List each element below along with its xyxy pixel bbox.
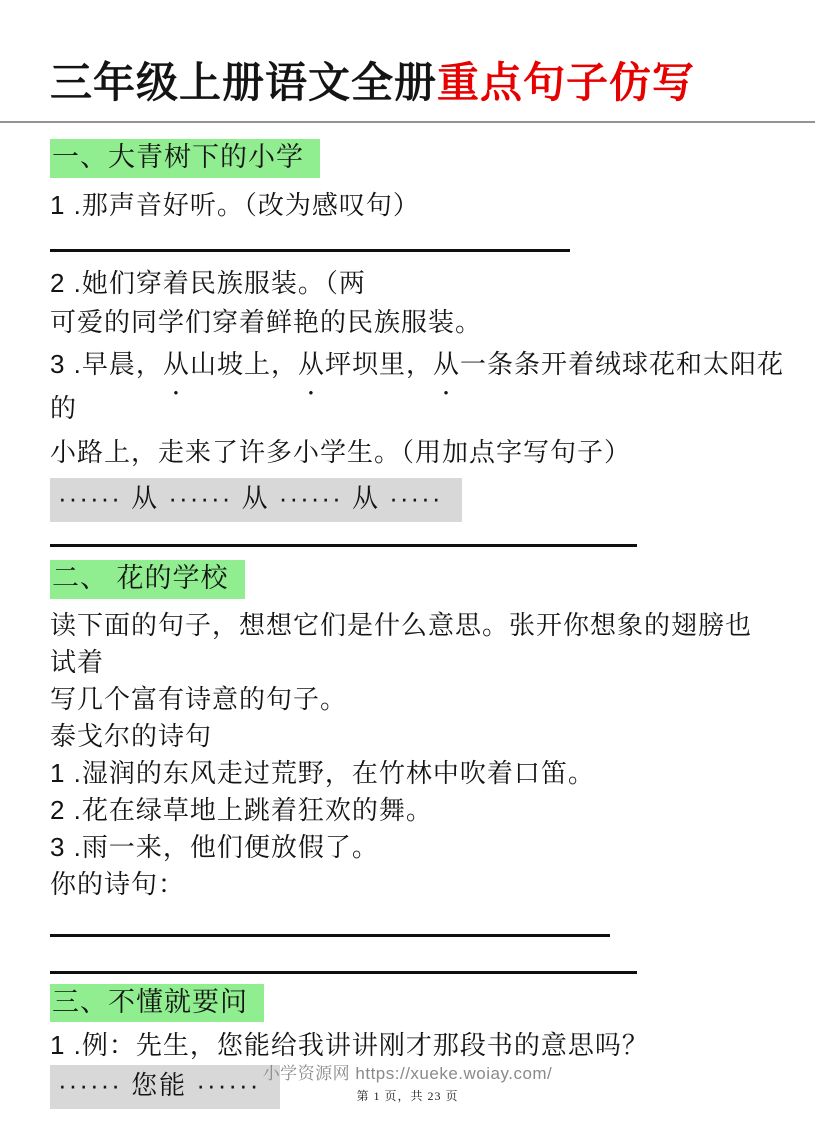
section-2-question-1: 1 .湿润的东风走过荒野，在竹林中吹着口笛。 bbox=[50, 757, 595, 788]
emphasized-char: 从 bbox=[162, 349, 190, 380]
section-2 bbox=[50, 560, 775, 599]
section-1-question-2-answer: 可爱的同学们穿着鲜艳的民族服装。 bbox=[50, 307, 483, 338]
section-2-subtitle: 泰戈尔的诗句 bbox=[50, 720, 213, 751]
sentence-pattern-box: ······ 您能 ······ bbox=[50, 1065, 280, 1109]
section-3-heading: 三、不懂就要问 bbox=[50, 984, 264, 1023]
page-title-black-part: 三年级上册语文全册 bbox=[50, 61, 438, 107]
question-3-part: 山坡上， bbox=[189, 349, 298, 380]
question-3-part: 小路上，走来了许多小学生。（用加点字写句子） bbox=[50, 437, 632, 468]
section-1-question-3 bbox=[50, 342, 790, 474]
footer-site-url: 小学资源网 https://xueke.woiay.com/ bbox=[262, 1064, 553, 1083]
emphasized-char: 从 bbox=[432, 349, 460, 380]
section-1-question-1: 1 .那声音好听。（改为感叹句） bbox=[50, 190, 420, 221]
question-3-part: 3 .早晨， bbox=[50, 349, 163, 380]
question-3-part: 坪坝里， bbox=[324, 349, 433, 380]
section-2-question-2: 2 .花在绿草地上跳着狂欢的舞。 bbox=[50, 794, 433, 825]
intro-line-1: 读下面的句子，想想它们是什么意思。张开你想象的翅膀也试着 bbox=[50, 609, 753, 677]
answer-line bbox=[50, 934, 610, 937]
page-title bbox=[50, 60, 775, 108]
sentence-pattern-box: ······ 从 ······ 从 ······ 从 ····· bbox=[50, 478, 462, 522]
emphasized-char: 从 bbox=[297, 349, 325, 380]
section-2-question-3: 3 .雨一来，他们便放假了。 bbox=[50, 831, 379, 862]
section-3-question-1: 1 .例：先生，您能给我讲讲刚才那段书的意思吗？ bbox=[50, 1030, 649, 1061]
section-3 bbox=[50, 984, 775, 1023]
page-title-red-part: 重点句子仿写 bbox=[437, 61, 696, 107]
intro-line-2: 写几个富有诗意的句子。 bbox=[50, 683, 348, 714]
title-divider bbox=[0, 121, 815, 123]
section-1-heading: 一、大青树下的小学 bbox=[50, 139, 320, 178]
section-2-intro bbox=[50, 607, 775, 718]
section-1-question-2: 2 .她们穿着民族服装。（两 bbox=[50, 268, 366, 299]
footer-page-number: 第 1 页，共 23 页 bbox=[356, 1089, 459, 1103]
pattern-box-wrapper bbox=[50, 478, 775, 522]
answer-line bbox=[50, 544, 637, 547]
answer-line bbox=[50, 249, 570, 252]
question-3-part: 一条条开着绒球花和太阳花的 bbox=[50, 349, 785, 424]
answer-line bbox=[50, 971, 637, 974]
your-verse-label: 你的诗句： bbox=[50, 868, 186, 899]
page-footer bbox=[0, 1059, 815, 1104]
section-1 bbox=[50, 139, 775, 178]
section-2-heading: 二、 花的学校 bbox=[50, 560, 245, 599]
